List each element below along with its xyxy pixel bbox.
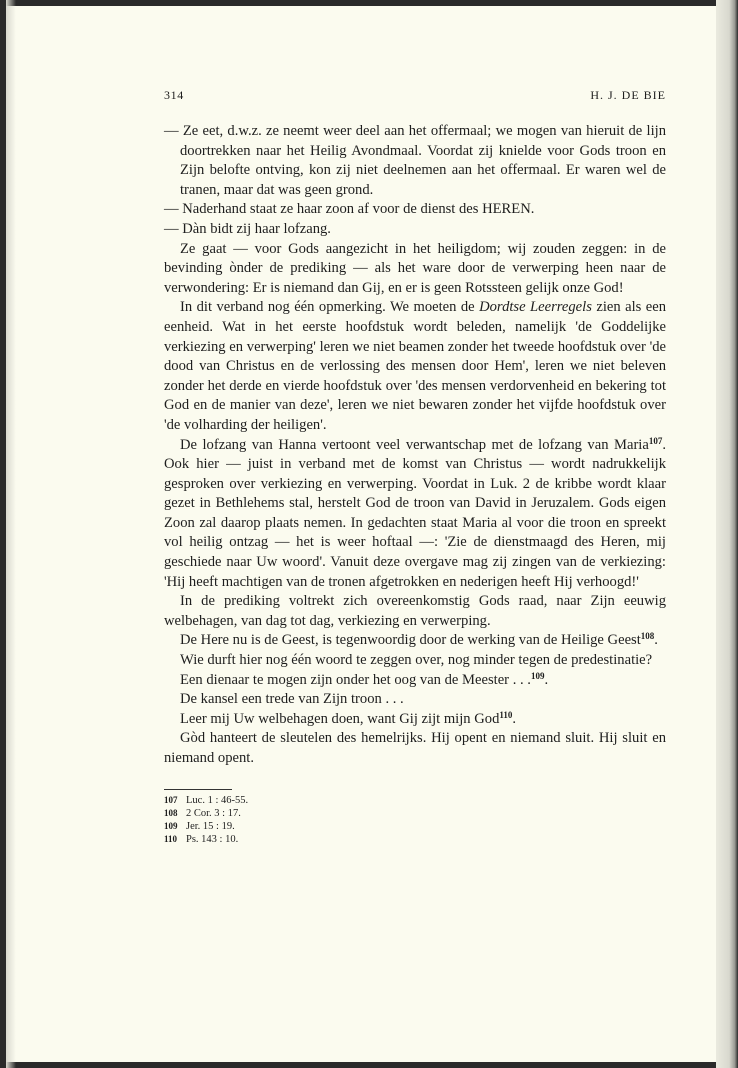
paragraph-11: Gòd hanteert de sleutelen des hemelrijks. Hij opent en niemand sluit. Hij sluit en niemand opent. bbox=[164, 730, 666, 766]
paragraph-9: De kansel een trede van Zijn troon . . . bbox=[180, 691, 404, 708]
paragraph-3-rest: zien als een eenheid. Wat in het eerste hoofdstuk wordt beleden, namelijk 'de Goddelijke verkiezing en verwerping' leren we niet beamen zonder het tweede hoofdstuk over 'de dood van Christus en de verlossing des mensen door Hem', leren we niet beleven zonder het derde en vierde hoofdstuk over 'des mensen verdorvenheid en bekering tot God en de manier van deze', leren we niet bewaren zonder het vijfde hoofdstuk over 'de volharding der heiligen'. bbox=[164, 299, 666, 433]
page-edge-shadow-left bbox=[6, 0, 16, 1068]
footnote-ref-107: 107 bbox=[648, 435, 663, 446]
paragraph-3-start: In dit verband nog één opmerking. We moeten de bbox=[180, 299, 475, 316]
dordtse-leerregels-title: Dordtse Leerregels bbox=[479, 299, 592, 316]
paragraph-2: Ze gaat — voor Gods aangezicht in het heiligdom; wij zouden zeggen: in de bevinding ònder de prediking — als het ware door de verwerping heen naar de verwondering: Er is niemand dan Gij, en er is geen Rotssteen gelijk onze God! bbox=[164, 240, 666, 296]
paragraph-8-text: Een dienaar te mogen zijn onder het oog van de Meester . . . bbox=[180, 671, 531, 688]
paragraph-8 bbox=[164, 671, 666, 691]
footnote-ref-108: 108 bbox=[640, 631, 655, 642]
paragraph-7: Wie durft hier nog één woord te zeggen over, nog minder tegen de predestinatie? bbox=[180, 652, 653, 669]
paragraph-10-text: Leer mij Uw welbehagen doen, want Gij zijt mijn God bbox=[180, 710, 500, 727]
paragraph-4-rest: . Ook hier — juist in verband met de komst van Christus — wordt nadrukkelijk gesproken over verkiezing en verwerping. Voordat in Luk. 2 de kribbe wordt klaar gezet in Bethlehems stal, herstelt God de troon van David in Jeruzalem. Gods eigen Zoon zal daarop plaats nemen. In gedachten staat Maria al voor die troon en spreekt vol heilig ontzag — het is weer hoftaal —: 'Zie de dienstmaagd des Heren, mij geschiede naar Uw woord'. Vanuit deze overgave mag zij zingen van de verkiezing: 'Hij heeft machtigen van de tronen afgetrokken en nederigen heeft Hij verhoogd!' bbox=[164, 436, 666, 590]
running-head: H. J. DE BIE bbox=[590, 88, 666, 102]
paragraph-dash-3: — Dàn bidt zij haar lofzang. bbox=[164, 220, 331, 237]
footnote-110 bbox=[164, 833, 666, 846]
footnote-rule bbox=[164, 789, 232, 790]
paragraph-10-end: . bbox=[512, 710, 517, 727]
footnote-109 bbox=[164, 820, 666, 833]
footnote-text: Jer. 15 : 19. bbox=[186, 821, 235, 832]
paragraph-5: In de prediking voltrekt zich overeenkomstig Gods raad, naar Zijn eeuwig welbehagen, van dag tot dag, verkiezing en verwerping. bbox=[164, 593, 666, 629]
footnote-107 bbox=[164, 794, 666, 807]
paragraph-6-text: De Here nu is de Geest, is tegenwoordig door de werking van de Heilige Geest bbox=[180, 632, 641, 649]
footnote-ref-110: 110 bbox=[499, 709, 513, 720]
page-number: 314 bbox=[164, 88, 184, 102]
paragraph-10 bbox=[164, 710, 666, 730]
page-header bbox=[164, 88, 666, 106]
body-text bbox=[164, 122, 666, 769]
paragraph-6-end: . bbox=[654, 632, 658, 649]
footnote-number: 110 bbox=[164, 834, 178, 845]
paragraph-dash-1: — Ze eet, d.w.z. ze neemt weer deel aan het offermaal; we mogen van hieruit de lijn doortrekken naar het Heilig Avondmaal. Voordat zij knielde voor Gods troon en Zijn belofte ontving, kon zij niet deelnemen aan het offermaal. Er waren wel de tranen, maar dat was geen grond. bbox=[164, 123, 666, 198]
footnote-text: 2 Cor. 3 : 17. bbox=[186, 807, 241, 819]
footnote-number: 108 bbox=[164, 807, 178, 818]
footnote-ref-109: 109 bbox=[530, 670, 545, 681]
footnote-number: 107 bbox=[164, 794, 178, 805]
footnote-text: Luc. 1 : 46-55. bbox=[186, 794, 249, 806]
footnote-text: Ps. 143 : 10. bbox=[186, 834, 239, 846]
paragraph-3 bbox=[164, 298, 666, 435]
book-page bbox=[164, 88, 666, 846]
paragraph-8-end: . bbox=[544, 671, 549, 688]
page-edge-shadow-right bbox=[716, 0, 738, 1068]
paragraph-4 bbox=[164, 436, 666, 593]
footnote-number: 109 bbox=[164, 821, 178, 831]
footnote-108 bbox=[164, 807, 666, 820]
footnotes bbox=[164, 794, 666, 847]
paragraph-dash-2: — Naderhand staat ze haar zoon af voor de dienst des HEREN. bbox=[164, 201, 535, 218]
paragraph-6 bbox=[164, 631, 666, 651]
paragraph-4-start: De lofzang van Hanna vertoont veel verwantschap met de lofzang van Maria bbox=[180, 436, 649, 453]
